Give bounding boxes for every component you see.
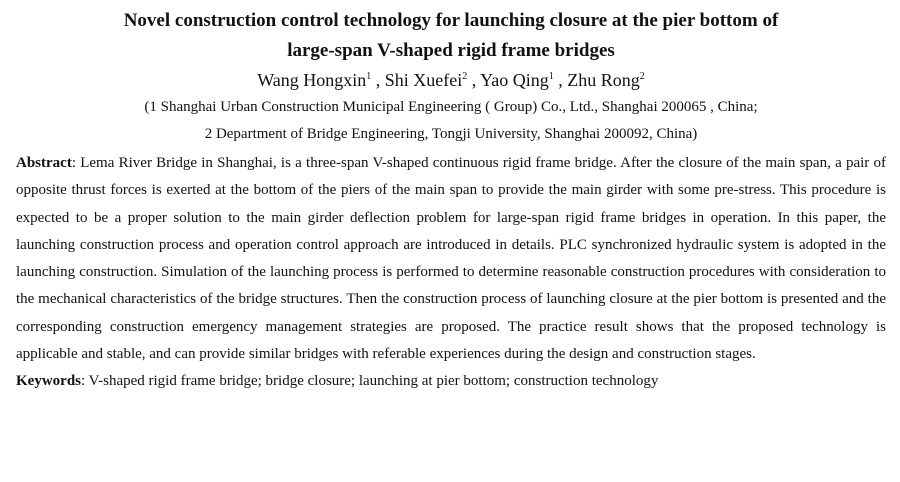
author-affiliation-mark: 2	[639, 71, 645, 82]
author-name: Zhu Rong	[567, 70, 640, 90]
author	[480, 70, 567, 90]
keywords-label: Keywords	[16, 373, 81, 390]
author-name: Wang Hongxin	[257, 70, 367, 90]
author-affiliation-mark: 2	[462, 71, 468, 82]
keywords-text: V-shaped rigid frame bridge; bridge closure; launching at pier bottom; construction technology	[88, 373, 659, 390]
author	[567, 70, 645, 90]
author-affiliation-mark: 1	[548, 71, 554, 82]
affiliation-1: (1 Shanghai Urban Construction Municipal Engineering ( Group) Co., Ltd., Shanghai 200065 , China;	[144, 99, 758, 115]
author-separator: ,	[553, 70, 568, 90]
keywords	[16, 368, 886, 394]
author-affiliation-mark: 1	[366, 71, 372, 82]
abstract-text: Lema River Bridge in Shanghai, is a three-span V-shaped continuous rigid frame bridge. After the closure of the main span, a pair of opposite thrust forces is exerted at the bottom of the piers of the main span to provide the main girder with some pre-stress. This procedure is expected to be a proper solution to the main girder deflection problem for large-span rigid frame bridges in operation. In this paper, the launching construction process and operation control approach are introduced in details. PLC synchronized hydraulic system is adopted in the launching construction. Simulation of the launching process is performed to determine reasonable construction procedures with consideration to the mechanical characteristics of the bridge structures. Then the construction process of launching closure at the pier bottom is presented and the corresponding construction emergency management strategies are proposed. The practice result shows that the proposed technology is applicable and stable, and can provide similar bridges with referable experiences during the design and construction stages.	[16, 155, 886, 363]
title-line-2: large-span V-shaped rigid frame bridges	[287, 40, 615, 61]
author	[385, 70, 480, 90]
author-name: Yao Qing	[480, 70, 549, 90]
abstract-label: Abstract	[16, 155, 72, 171]
author-separator: ,	[371, 70, 385, 90]
paper-title	[16, 6, 886, 66]
keywords-separator: :	[81, 373, 89, 390]
abstract	[16, 150, 886, 368]
author-name: Shi Xuefei	[384, 70, 463, 90]
title-line-1: Novel construction control technology for launching closure at the pier bottom of	[123, 10, 779, 31]
affiliation-2: 2 Department of Bridge Engineering, Tongji University, Shanghai 200092, China)	[204, 126, 698, 142]
abstract-separator: :	[71, 155, 81, 171]
author	[257, 70, 385, 90]
author-list	[16, 66, 886, 94]
author-separator: ,	[467, 70, 481, 90]
